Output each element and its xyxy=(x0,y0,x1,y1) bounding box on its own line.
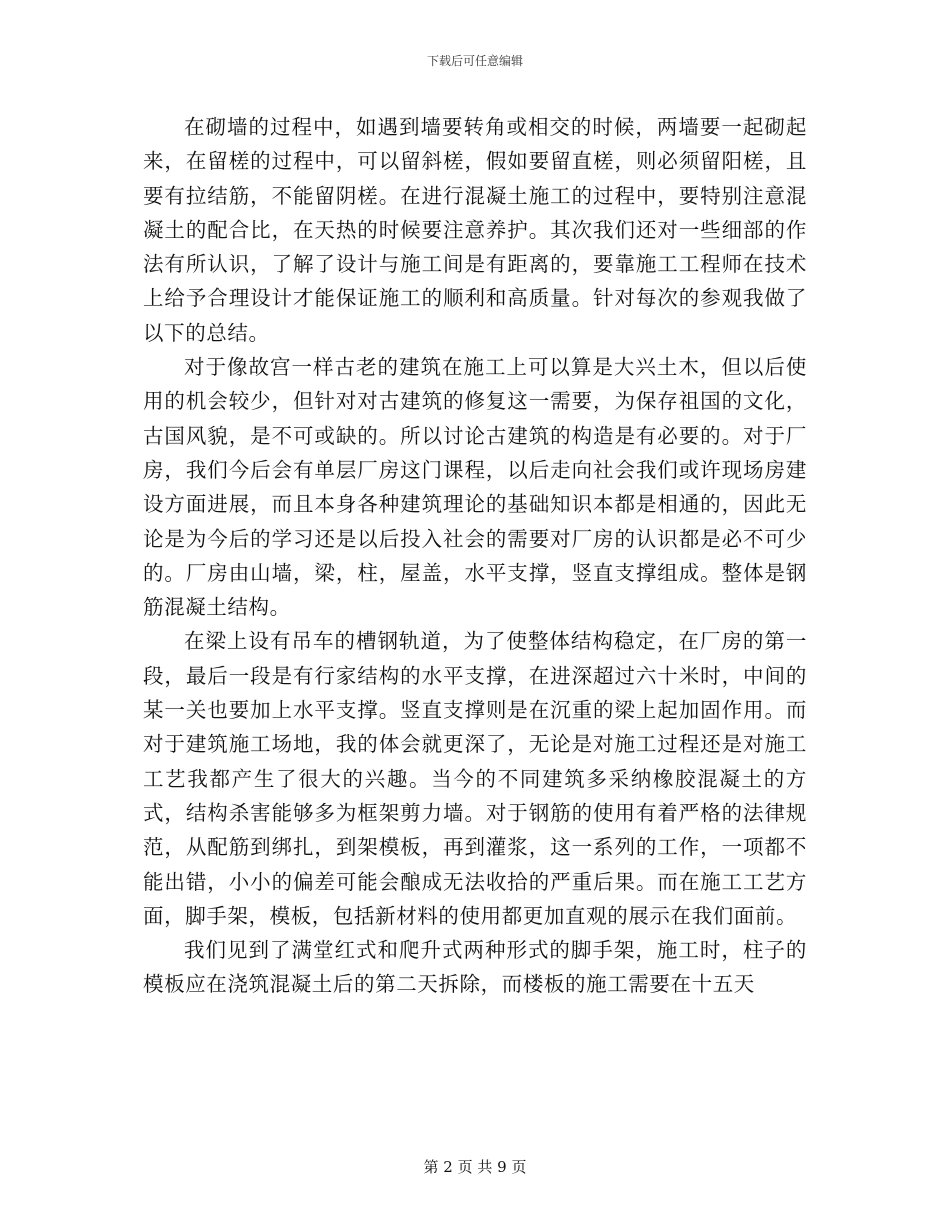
page-number-footer: 第 2 页 共 9 页 xyxy=(423,1158,527,1176)
paragraph-2: 对于像故宫一样古老的建筑在施工上可以算是大兴土木，但以后使用的机会较少，但针对对古建筑的修复这一需要，为保存祖国的文化，古国风貌，是不可或缺的。所以讨论古建筑的构造是有必要的。对于厂房，我们今后会有单层厂房这门课程，以后走向社会我们或许现场房建设方面进展，而且本身各种建筑理论的基础知识本都是相通的，因此无论是为今后的学习还是以后投入社会的需要对厂房的认识都是必不可少的。厂房由山墙，梁，柱，屋盖，水平支撑，竖直支撑组成。整体是钢筋混凝土结构。 xyxy=(143,355,807,620)
paragraph-1: 在砌墙的过程中，如遇到墙要转角或相交的时候，两墙要一起砌起来，在留槎的过程中，可以留斜槎，假如要留直槎，则必须留阳槎，且要有拉结筋，不能留阴槎。在进行混凝土施工的过程中，要特别注意混凝土的配合比，在天热的时候要注意养护。其次我们还对一些细部的作法有所认识，了解了设计与施工间是有距离的，要靠施工工程师在技术上给予合理设计才能保证施工的顺利和高质量。针对每次的参观我做了以下的总结。 xyxy=(143,115,807,345)
document-body xyxy=(143,110,807,1002)
paragraph-4: 我们见到了满堂红式和爬升式两种形式的脚手架，施工时，柱子的模板应在浇筑混凝土后的第二天拆除，而楼板的施工需要在十五天 xyxy=(143,938,807,997)
paragraph-3: 在梁上设有吊车的槽钢轨道，为了使整体结构稳定，在厂房的第一段，最后一段是有行家结构的水平支撑，在进深超过六十米时，中间的某一关也要加上水平支撑。竖直支撑则是在沉重的梁上起加固作用。而对于建筑施工场地，我的体会就更深了，无论是对施工过程还是对施工工艺我都产生了很大的兴趣。当今的不同建筑多采纳橡胶混凝土的方式，结构杀害能够多为框架剪力墙。对于钢筋的使用有着严格的法律规范，从配筋到绑扎，到架模板，再到灌浆，这一系列的工作，一项都不能出错，小小的偏差可能会酿成无法收拾的严重后果。而在施工工艺方面，脚手架，模板，包括新材料的使用都更加直观的展示在我们面前。 xyxy=(143,629,807,928)
page-header-note: 下载后可任意编辑 xyxy=(426,54,523,68)
